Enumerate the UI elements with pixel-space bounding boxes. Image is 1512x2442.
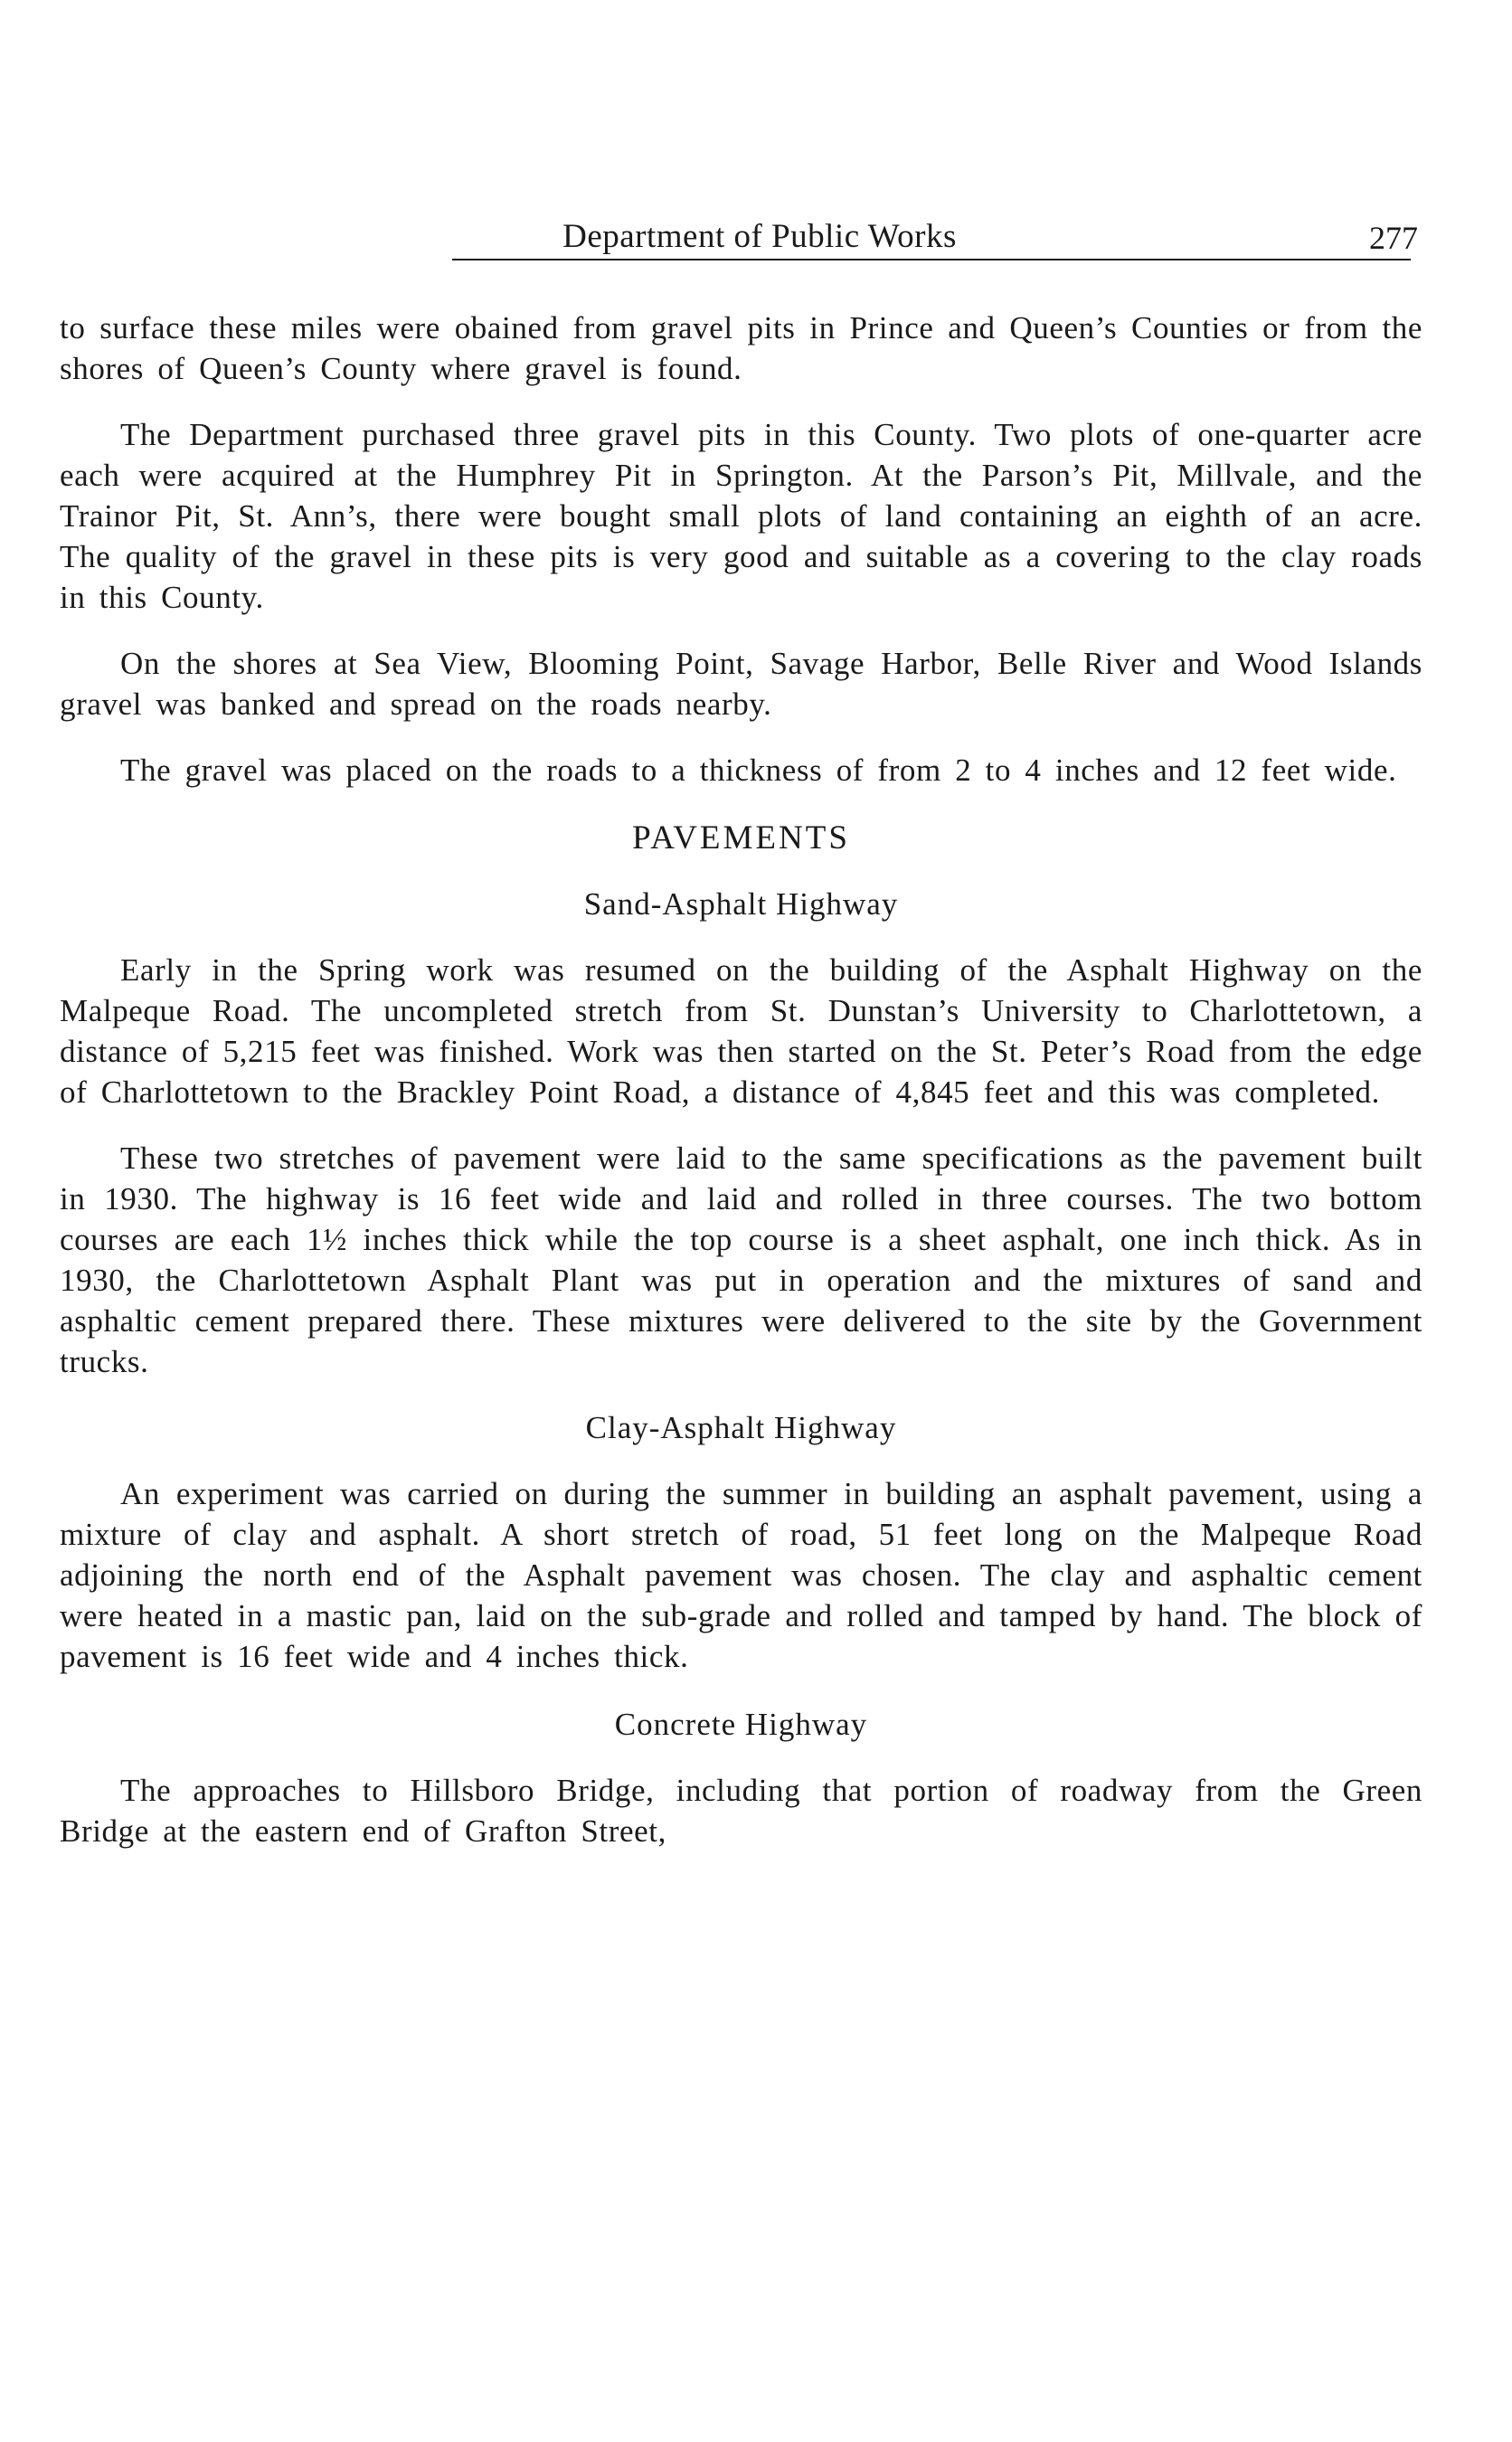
section-gap <box>60 790 1422 818</box>
paragraph-gravel-pits: The Department purchased three gravel pits in this County. Two plots of one-quarter acre each were acquired at the Humphrey Pit in Springton. At the Parson’s Pit, Millvale, and the Trainor Pit, St. Ann’s, there were bought small plots of land containing an eighth of an acre. The quality of the gravel in these pits is very good and suitable as a covering to the clay roads in this County. <box>60 417 1422 615</box>
running-title: Department of Public Works <box>562 218 957 255</box>
paragraph-gap <box>60 389 1422 414</box>
paragraph-sand-asphalt-specs: These two stretches of pavement were laid to the same specifications as the pavement built in 1930. The highway is 16 feet wide and laid and rolled in three courses. The two bottom courses are each 1½ inches thick while the top course is a sheet asphalt, one inch thick. As in 1930, the Charlottetown Asphalt Plant was put in operation and the mixtures of sand and asphaltic cement prepared there. These mixtures were delivered to the site by the Government trucks. <box>60 1141 1422 1379</box>
heading-gap <box>60 1382 1422 1407</box>
subheading-clay-asphalt: Clay-Asphalt Highway <box>585 1410 897 1445</box>
paragraph-shore-gravel: On the shores at Sea View, Blooming Point, Savage Harbor, Belle River and Wood Islands gravel was banked and spread on the roads nearby. <box>60 646 1422 722</box>
section-heading-pavements: PAVEMENTS <box>632 819 850 857</box>
page-number: 277 <box>1369 220 1418 256</box>
subheading-concrete: Concrete Highway <box>614 1707 868 1742</box>
heading-gap <box>60 924 1422 950</box>
paragraph-gap <box>60 1112 1422 1138</box>
paragraph-gravel-thickness: The gravel was placed on the roads to a thickness of from 2 to 4 inches and 12 feet wide. <box>120 752 1397 788</box>
running-header <box>335 217 1420 268</box>
body-text <box>60 308 1422 1851</box>
header-rule <box>452 259 1411 260</box>
paragraph-sand-asphalt-work: Early in the Spring work was resumed on the building of the Asphalt Highway on the Malpeque Road. The uncompleted stretch from St. Dunstan’s University to Charlottetown, a distance of 5,215 feet was finished. Work was then started on the St. Peter’s Road from the edge of Charlottetown to the Brackley Point Road, a distance of 4,845 feet and this was completed. <box>60 952 1422 1110</box>
subheading-sand-asphalt: Sand-Asphalt Highway <box>583 886 899 922</box>
paragraph-concrete-approaches: The approaches to Hillsboro Bridge, including that portion of roadway from the Green Bridge at the eastern end of Grafton Street, <box>60 1773 1422 1849</box>
heading-gap <box>60 1677 1422 1704</box>
heading-gap <box>60 858 1422 884</box>
paragraph-gravel-sources: to surface these miles were obained from gravel pits in Prince and Queen’s Counties or from the shores of Queen’s County where gravel is found. <box>60 310 1422 386</box>
paragraph-gap <box>60 724 1422 750</box>
heading-gap <box>60 1448 1422 1473</box>
paragraph-gap <box>60 618 1422 643</box>
heading-gap <box>60 1745 1422 1770</box>
paragraph-clay-asphalt-experiment: An experiment was carried on during the summer in building an asphalt pavement, using a mixture of clay and asphalt. A short stretch of road, 51 feet long on the Malpeque Road adjoining the north end of the Asphalt pavement was chosen. The clay and asphaltic cement were heated in a mastic pan, laid on the sub-grade and rolled and tamped by hand. The block of pavement is 16 feet wide and 4 inches thick. <box>60 1476 1422 1674</box>
